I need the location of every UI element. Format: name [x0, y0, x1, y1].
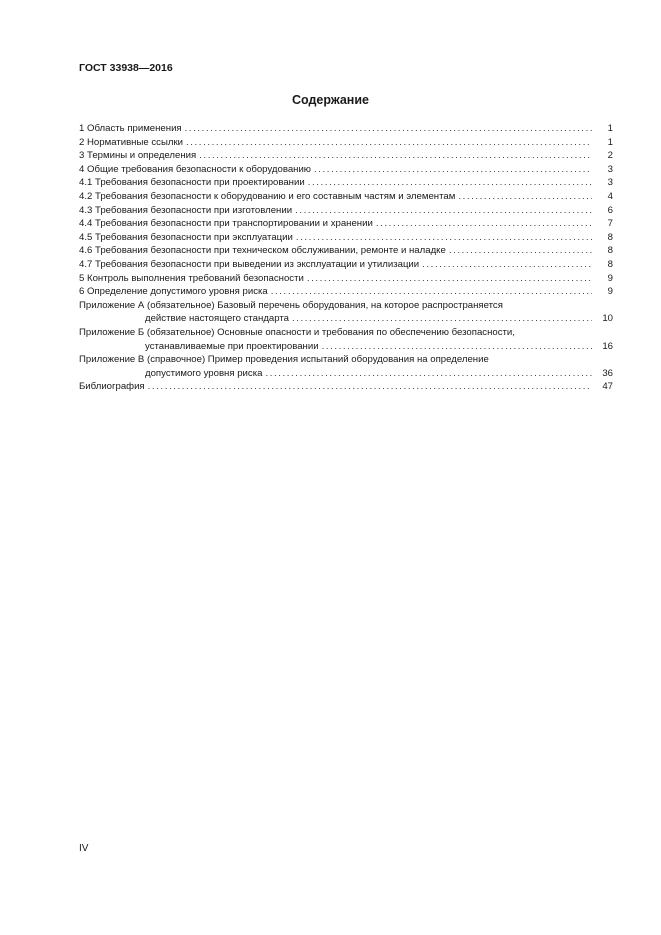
toc-leader-dots [185, 122, 592, 136]
page-number: IV [79, 843, 89, 854]
toc-appendix-subtitle: действие настоящего стандарта [145, 313, 289, 325]
toc-entry-page: 9 [607, 286, 613, 298]
toc-entry-page: 9 [607, 272, 613, 284]
toc-entry-page: 3 [607, 177, 613, 189]
toc-entry[interactable] [79, 190, 613, 204]
toc-leader-dots [322, 340, 592, 354]
toc-entries [79, 122, 613, 299]
toc-entry[interactable] [79, 244, 613, 258]
toc-entry-text: 1 Область применения [79, 123, 182, 134]
toc-leader-dots [307, 272, 592, 286]
toc-appendix-title: Приложение А (обязательное) Базовый перечень оборудования, на которое распространяется [79, 299, 503, 311]
toc-entry-page: 2 [607, 150, 613, 162]
toc-entry-text: 3 Термины и определения [79, 150, 197, 162]
document-id: ГОСТ 33938—2016 [79, 62, 173, 74]
toc-leader-dots [308, 176, 592, 190]
toc-entry[interactable] [79, 163, 613, 177]
toc-entry-page: 1 [607, 123, 613, 134]
toc-leader-dots [148, 380, 592, 394]
toc-appendix-title: Приложение В (справочное) Пример проведения испытаний оборудования на определение [79, 354, 489, 366]
toc-entry[interactable] [79, 136, 613, 150]
toc-entry-text: 2 Нормативные ссылки [79, 136, 184, 148]
toc-entry-appendix[interactable] [79, 326, 613, 353]
toc-leader-dots [271, 285, 592, 299]
toc-entry-page: 6 [607, 204, 613, 216]
toc-leader-dots [292, 312, 592, 326]
toc-appendix-title: Приложение Б (обязательное) Основные опасности и требования по обеспечению безопасности, [79, 326, 515, 338]
toc-entry[interactable] [79, 285, 613, 299]
table-of-contents [79, 122, 613, 394]
toc-leader-dots [458, 190, 592, 204]
toc-entry-appendix[interactable] [79, 299, 613, 326]
toc-entry-text: 4.2 Требования безопасности к оборудованию и его составным частям и элементам [79, 190, 456, 202]
toc-entry-page: 16 [602, 340, 613, 352]
toc-entry-text: 4.5 Требования безопасности при эксплуатации [79, 231, 293, 243]
toc-entry-bibliography[interactable] [79, 380, 613, 394]
toc-entry-text: 6 Определение допустимого уровня риска [79, 286, 268, 298]
toc-entry-page: 8 [607, 231, 613, 243]
toc-entry-text: 4.6 Требования безопасности при техническом обслуживании, ремонте и наладке [79, 245, 446, 257]
toc-appendix-subtitle: допустимого уровня риска [145, 367, 263, 379]
toc-entry-appendix[interactable] [79, 353, 613, 380]
toc-entry[interactable] [79, 217, 613, 231]
toc-entry[interactable] [79, 272, 613, 286]
toc-title: Содержание [291, 93, 369, 107]
toc-leader-dots [295, 204, 592, 218]
toc-entry-text: 5 Контроль выполнения требований безопасности [79, 272, 304, 284]
toc-leader-dots [199, 149, 592, 163]
toc-entry[interactable] [79, 231, 613, 245]
toc-entry-page: 1 [607, 136, 613, 148]
toc-entry-page: 36 [602, 367, 613, 379]
toc-appendix-subtitle: устанавливаемые при проектировании [145, 340, 319, 352]
toc-entry-page: 10 [602, 313, 613, 325]
toc-entry[interactable] [79, 149, 613, 163]
toc-entry-text: 4 Общие требования безопасности к оборудованию [79, 163, 312, 175]
toc-entry-page: 47 [602, 381, 613, 393]
toc-entry-page: 8 [607, 245, 613, 257]
toc-entry[interactable] [79, 122, 613, 136]
toc-entry[interactable] [79, 176, 613, 190]
toc-entry-text: 4.1 Требования безопасности при проектировании [79, 177, 305, 189]
toc-entry-text: 4.7 Требования безопасности при выведении из эксплуатации и утилизации [79, 258, 420, 270]
toc-leader-dots [314, 163, 592, 177]
toc-entry-text: 4.3 Требования безопасности при изготовлении [79, 204, 293, 216]
toc-leader-dots [376, 217, 592, 231]
toc-leader-dots [265, 367, 592, 381]
toc-appendices [79, 299, 613, 381]
toc-entry-page: 8 [607, 258, 613, 270]
toc-entry[interactable] [79, 258, 613, 272]
toc-entry-text: Библиография [79, 381, 145, 393]
toc-entry-page: 3 [607, 163, 613, 175]
toc-leader-dots [296, 231, 592, 245]
toc-entry-page: 4 [607, 190, 613, 202]
toc-leader-dots [186, 136, 592, 150]
toc-entry-page: 7 [607, 218, 613, 230]
toc-leader-dots [449, 244, 592, 258]
toc-entry[interactable] [79, 204, 613, 218]
toc-entry-text: 4.4 Требования безопасности при транспортировании и хранении [79, 218, 373, 230]
toc-leader-dots [422, 258, 592, 272]
